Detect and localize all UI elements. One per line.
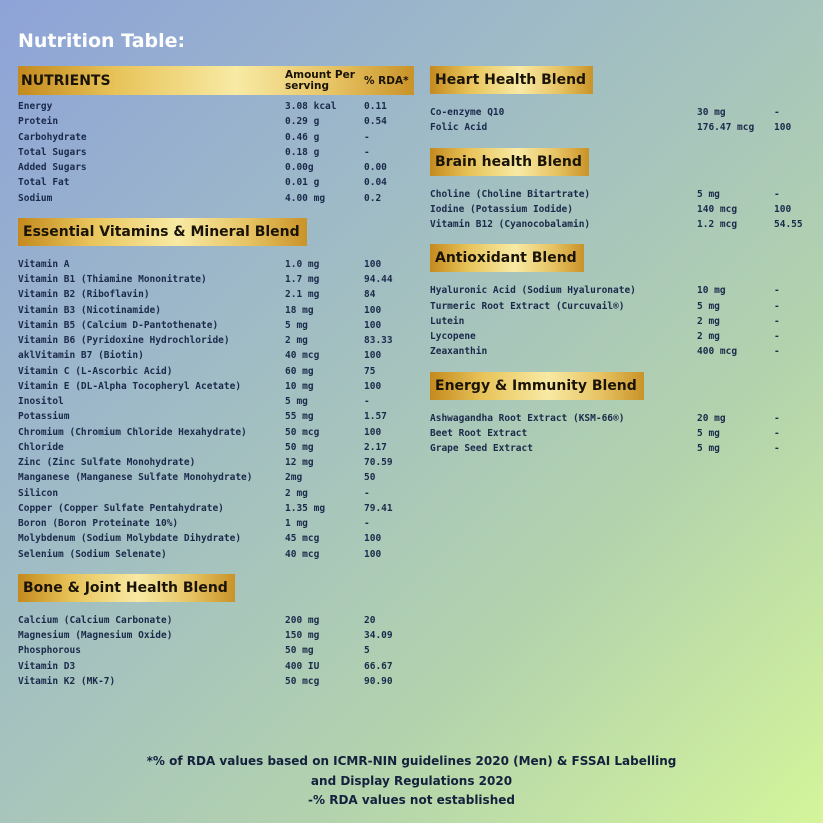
section-rows [18,257,414,562]
nutrient-amount: 2 mg [285,487,308,499]
nutrient-name: Total Sugars [18,146,87,158]
table-row [18,191,414,206]
nutrient-name: Chromium (Chromium Chloride Hexahydrate) [18,426,247,438]
table-row [430,441,810,456]
nutrient-rda: 50 [364,472,376,484]
nutrients-header [18,66,414,95]
table-row [18,659,414,674]
nutrient-rda: 79.41 [364,502,393,514]
nutrient-name: Iodine (Potassium Iodide) [430,203,573,215]
nutrient-name: Vitamin E (DL-Alpha Tocopheryl Acetate) [18,380,242,392]
table-row [430,105,810,120]
nutrient-name: Vitamin C (L-Ascorbic Acid) [18,365,173,377]
table-row [18,470,414,485]
nutrient-name: Vitamin B2 (Riboflavin) [18,289,150,301]
table-row [18,440,414,455]
nutrient-rda: 100 [364,380,382,392]
nutrient-amount: 2 mg [285,335,308,346]
nutrient-amount: 150 mg [285,630,320,641]
table-row [18,160,414,175]
left-column [18,66,414,701]
nutrient-amount: 40 mcg [285,350,320,362]
nutrient-rda: 100 [364,258,382,270]
nutrient-rda: 83.33 [364,335,393,346]
nutrient-name: Co-enzyme Q10 [430,107,505,118]
nutrient-amount: 1 mg [285,518,308,529]
nutrient-amount: 5 mg [285,396,308,407]
nutrient-name: Potassium [18,411,70,423]
nutrient-amount: 1.2 mcg [697,219,738,230]
nutrient-amount: 50 mg [285,441,314,453]
right-sections [430,66,810,456]
nutrient-rda: 94.44 [364,274,393,285]
nutrient-name: Vitamin K2 (MK-7) [18,675,116,687]
table-row [18,348,414,363]
table-row [18,130,414,145]
nutrient-rda: 100 [774,122,792,134]
nutrient-rda: 100 [364,548,382,560]
table-row [18,547,414,562]
table-row [18,394,414,409]
nutrient-rda: 2.17 [364,441,387,453]
section-rows [430,105,810,136]
nutrient-name: Vitamin B1 (Thiamine Mononitrate) [18,274,207,285]
footnote-line: -% RDA values not established [308,793,515,807]
table-row [430,314,810,329]
nutrient-amount: 10 mg [285,380,314,392]
nutrient-rda: - [774,331,780,342]
nutrient-name: Vitamin B3 (Nicotinamide) [18,304,161,316]
nutrient-amount: 5 mg [697,300,720,312]
nutrient-amount: 2 mg [697,315,720,327]
nutrient-name: Turmeric Root Extract (Curcuvail®) [430,300,625,312]
table-row [18,674,414,689]
table-row [430,120,810,135]
nutrient-name: Vitamin B6 (Pyridoxine Hydrochloride) [18,335,230,346]
section-rows [18,613,414,689]
nutrient-rda: - [364,396,370,407]
nutrient-rda: 1.57 [364,411,387,423]
nutrient-name: Vitamin D3 [18,660,76,672]
nutrient-rda: - [774,285,780,297]
nutrient-rda: - [774,315,780,327]
nutrient-amount: 4.00 mg [285,192,326,204]
right-column [430,66,810,468]
nutrient-name: Vitamin A [18,258,70,270]
nutrient-amount: 200 mg [285,614,320,626]
nutrient-name: Sodium [18,192,53,204]
nutrient-amount: 60 mg [285,365,314,377]
nutrient-name: Vitamin B5 (Calcium D-Pantothenate) [18,319,219,331]
nutrient-name: Total Fat [18,177,70,189]
table-row [18,643,414,658]
table-row [18,303,414,318]
nutrient-rda: 0.11 [364,101,387,112]
section-title: Essential Vitamins & Mineral Blend [18,218,307,246]
nutrient-rda: 66.67 [364,660,393,672]
nutrient-amount: 40 mcg [285,548,320,560]
nutrient-name: Grape Seed Extract [430,443,533,454]
nutrient-name: Energy [18,101,53,112]
nutrients-header-name: NUTRIENTS [21,72,111,89]
table-row [18,409,414,424]
nutrient-name: Chloride [18,441,64,453]
nutrient-name: Lutein [430,315,465,327]
section-rows [430,283,810,359]
nutrient-rda: - [364,487,370,499]
table-row [18,175,414,190]
nutrient-amount: 50 mcg [285,426,320,438]
table-row [18,318,414,333]
nutrient-amount: 176.47 mcg [697,122,755,134]
nutrient-rda: - [774,188,780,200]
table-row [18,531,414,546]
table-row [18,425,414,440]
section-title: Heart Health Blend [430,66,593,94]
nutrient-name: Molybdenum (Sodium Molybdate Dihydrate) [18,533,242,545]
nutrient-amount: 12 mg [285,457,314,468]
table-row [18,628,414,643]
nutrient-amount: 2.1 mg [285,289,320,301]
nutrient-amount: 5 mg [697,427,720,439]
table-row [18,99,414,114]
nutrient-name: Lycopene [430,331,476,342]
nutrient-rda: 75 [364,365,376,377]
nutrient-rda: 100 [364,426,382,438]
nutrient-rda: 100 [364,319,382,331]
nutrient-rda: - [774,443,780,454]
nutrient-rda: - [774,107,780,118]
table-row [430,411,810,426]
section-rows [430,187,810,233]
left-sections [18,99,414,689]
footnote-line: and Display Regulations 2020 [310,773,513,788]
nutrient-name: Boron (Boron Proteinate 10%) [18,518,179,529]
table-row [18,455,414,470]
table-row [430,344,810,359]
nutrient-rda: - [364,518,370,529]
nutrient-amount: 1.0 mg [285,258,320,270]
nutrient-rda: - [774,300,780,312]
nutrient-rda: 20 [364,614,376,626]
table-row [430,283,810,298]
table-row [430,329,810,344]
nutrient-rda: - [774,412,780,424]
nutrient-rda: - [774,427,780,439]
nutrient-name: Vitamin B12 (Cyanocobalamin) [430,219,591,230]
nutrient-amount: 3.08 kcal [285,101,337,112]
nutrient-name: Beet Root Extract [430,427,528,439]
table-row [18,333,414,348]
nutrient-rda: - [364,146,370,158]
table-row [430,187,810,202]
nutrient-name: Zeaxanthin [430,346,488,358]
nutrient-name: Hyaluronic Acid (Sodium Hyaluronate) [430,285,636,297]
nutrient-amount: 50 mcg [285,675,320,687]
nutrient-name: Copper (Copper Sulfate Pentahydrate) [18,502,224,514]
table-row [430,299,810,314]
section-title: Antioxidant Blend [430,244,584,272]
nutrient-name: Zinc (Zinc Sulfate Monohydrate) [18,457,196,468]
table-row [18,364,414,379]
nutrient-name: Added Sugars [18,162,87,173]
table-row [18,516,414,531]
nutrient-amount: 140 mcg [697,203,738,215]
footnote-line: *% of RDA values based on ICMR-NIN guidelines 2020 (Men) & FSSAI Labelling [146,754,677,768]
nutrient-amount: 30 mg [697,107,726,118]
nutrient-amount: 0.46 g [285,131,320,143]
table-row [18,379,414,394]
nutrient-amount: 20 mg [697,412,726,424]
nutrient-amount: 45 mcg [285,533,320,545]
nutrient-amount: 50 mg [285,645,314,657]
section-rows [18,99,414,206]
nutrient-rda: 84 [364,289,376,301]
nutrient-amount: 1.7 mg [285,274,320,285]
nutrient-amount: 0.01 g [285,177,320,189]
nutrient-rda: 0.00 [364,162,387,173]
table-row [18,114,414,129]
nutrient-amount: 5 mg [697,188,720,200]
nutrient-name: Selenium (Sodium Selenate) [18,548,167,560]
nutrient-name: Folic Acid [430,122,488,134]
nutrient-name: Magnesium (Magnesium Oxide) [18,630,173,641]
nutrient-rda: 70.59 [364,457,393,468]
table-row [18,287,414,302]
nutrient-amount: 18 mg [285,304,314,316]
nutrient-amount: 1.35 mg [285,502,326,514]
section-title: Brain health Blend [430,148,589,176]
nutrients-header-amount: Amount Per serving [285,68,355,92]
nutrient-amount: 2 mg [697,331,720,342]
nutrient-rda: 90.90 [364,675,393,687]
nutrient-amount: 55 mg [285,411,314,423]
table-row [430,426,810,441]
nutrient-name: aklVitamin B7 (Biotin) [18,350,144,362]
footnote [0,752,823,811]
nutrient-rda: 100 [364,304,382,316]
nutrient-rda: 0.2 [364,192,382,204]
table-row [18,486,414,501]
nutrient-amount: 400 IU [285,660,320,672]
table-row [18,613,414,628]
nutrient-rda: - [774,346,780,358]
nutrient-rda: 0.04 [364,177,387,189]
table-row [18,501,414,516]
nutrient-name: Manganese (Manganese Sulfate Monohydrate) [18,472,253,484]
nutrient-rda: - [364,131,370,143]
nutrient-amount: 0.29 g [285,116,320,128]
page-title: Nutrition Table: [18,30,186,52]
nutrients-header-rda: % RDA* [364,74,409,87]
nutrient-rda: 5 [364,645,370,657]
nutrient-name: Inositol [18,396,64,407]
nutrient-rda: 100 [774,203,792,215]
section-title: Bone & Joint Health Blend [18,574,235,602]
nutrient-amount: 0.18 g [285,146,320,158]
nutrient-amount: 0.00g [285,162,314,173]
table-row [18,145,414,160]
table-row [18,272,414,287]
nutrient-name: Calcium (Calcium Carbonate) [18,614,173,626]
nutrient-name: Phosphorous [18,645,81,657]
table-row [430,217,810,232]
section-rows [430,411,810,457]
nutrient-name: Choline (Choline Bitartrate) [430,188,591,200]
nutrient-amount: 5 mg [285,319,308,331]
nutrient-rda: 34.09 [364,630,393,641]
nutrient-rda: 100 [364,533,382,545]
table-row [18,257,414,272]
nutrient-rda: 0.54 [364,116,387,128]
table-row [430,202,810,217]
nutrient-name: Silicon [18,487,59,499]
section-title: Energy & Immunity Blend [430,372,644,400]
nutrient-name: Carbohydrate [18,131,87,143]
nutrient-amount: 2mg [285,472,303,484]
nutrient-amount: 10 mg [697,285,726,297]
nutrient-amount: 400 mcg [697,346,738,358]
nutrient-amount: 5 mg [697,443,720,454]
nutrient-name: Protein [18,116,59,128]
nutrient-rda: 54.55 [774,219,803,230]
nutrient-rda: 100 [364,350,382,362]
nutrient-name: Ashwagandha Root Extract (KSM-66®) [430,412,625,424]
